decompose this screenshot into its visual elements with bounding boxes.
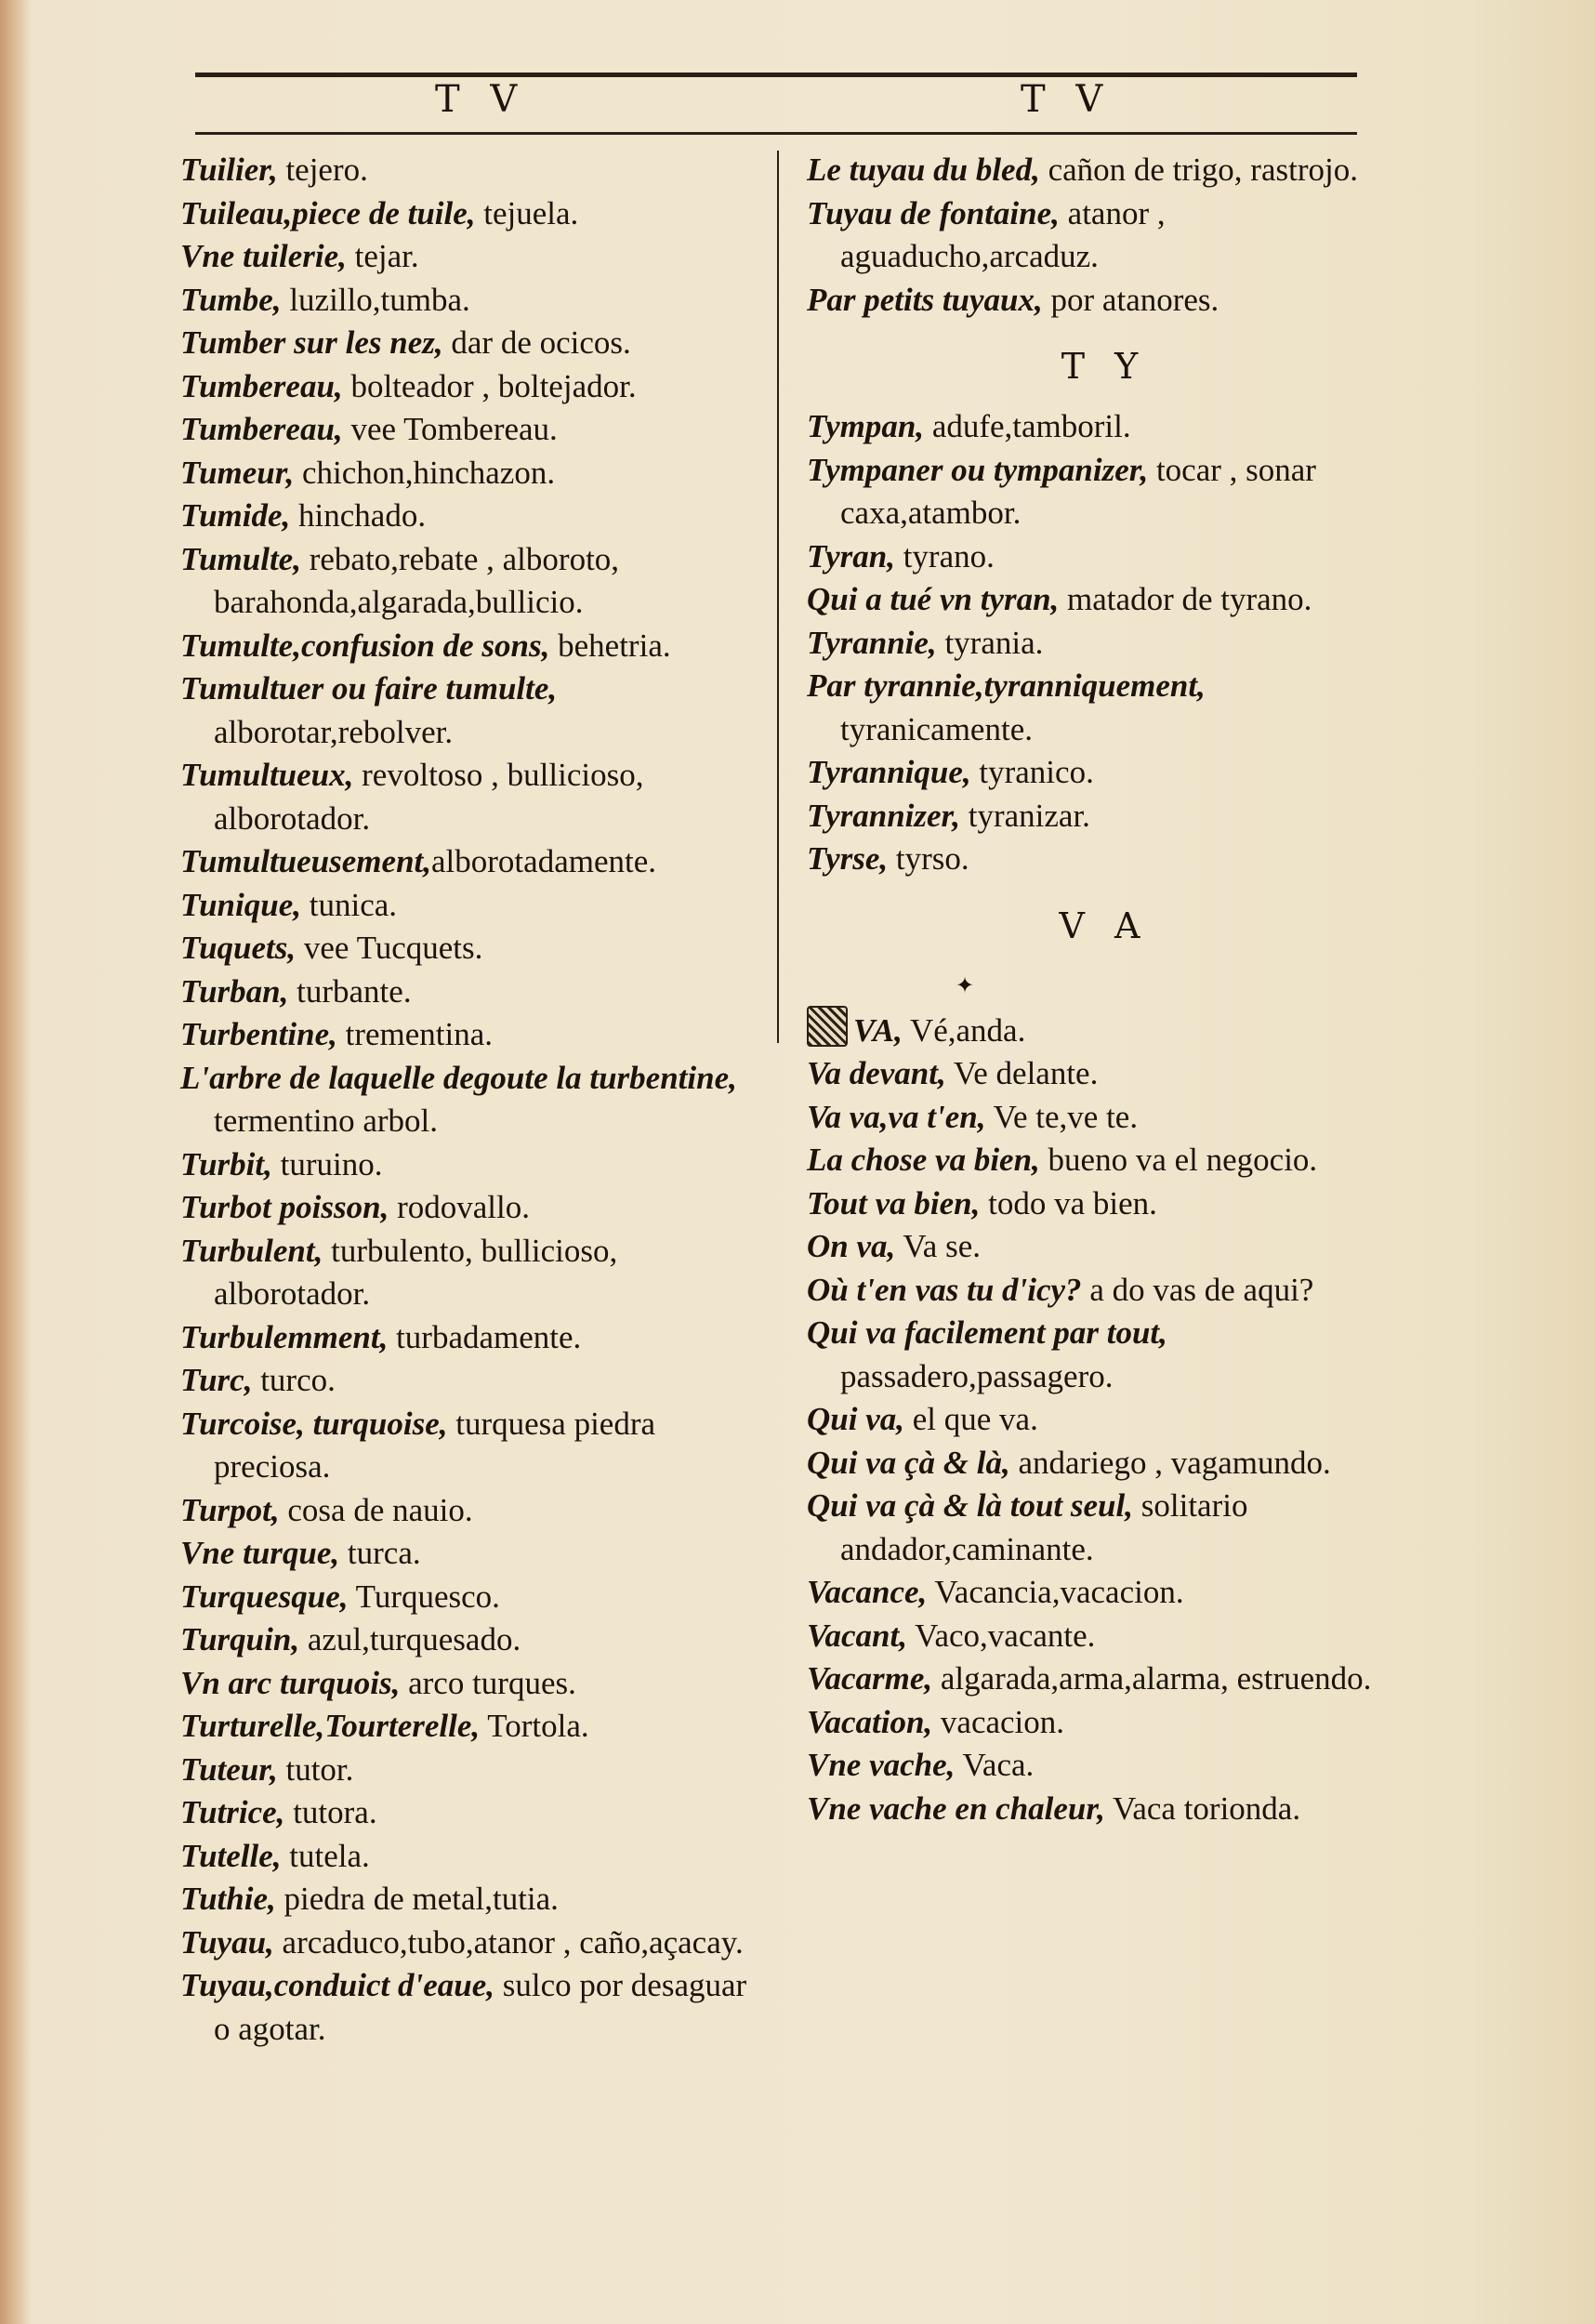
entry-headword: Tuthie, <box>180 1881 276 1917</box>
entry-translation: todo va bien. <box>980 1184 1157 1221</box>
entry-translation: atanor , aguaducho,arcaduz. <box>840 194 1166 274</box>
dictionary-entry <box>807 1139 1402 1182</box>
dictionary-entry <box>180 1921 766 1965</box>
dictionary-entry <box>807 1398 1402 1442</box>
entry-headword: Qui a tué vn tyran, <box>807 581 1060 617</box>
entry-translation: Ve te,ve te. <box>985 1098 1139 1135</box>
entry-translation: vee Tucquets. <box>296 930 483 966</box>
entry-translation: sulco por desaguar o agotar. <box>214 1967 747 2047</box>
entry-translation: tutora. <box>284 1794 377 1830</box>
dictionary-entry <box>807 1006 1402 1053</box>
dictionary-entry <box>180 1878 766 1921</box>
entry-translation: tyrano. <box>894 537 995 574</box>
entry-headword: Turturelle,Tourterelle, <box>180 1708 481 1744</box>
left-column <box>180 149 766 2051</box>
entry-headword: Turbentine, <box>180 1016 337 1052</box>
dictionary-entry <box>180 1057 766 1143</box>
entry-translation: turbante. <box>288 972 412 1010</box>
entry-translation: vee Tombereau. <box>342 411 558 447</box>
dictionary-entries-va <box>807 1006 1402 1831</box>
dictionary-entry <box>180 625 766 668</box>
entry-translation: a do vas de aqui? <box>1081 1271 1314 1308</box>
dictionary-entry <box>807 1225 1402 1269</box>
entry-translation: tocar , sonar caxa,atambor. <box>840 451 1316 531</box>
entry-headword: Vn arc turquois, <box>180 1664 401 1701</box>
entry-headword: Tyrannizer, <box>807 797 960 834</box>
dictionary-entry <box>180 365 766 409</box>
entry-headword: Tumbereau, <box>180 367 343 404</box>
entry-translation: luzillo,tumba. <box>281 281 470 318</box>
entry-translation: tyrso. <box>888 840 969 877</box>
entry-headword: Où t'en vas tu d'icy? <box>807 1271 1082 1308</box>
entry-translation: azul,turquesado. <box>299 1621 521 1657</box>
dictionary-entry <box>180 1489 766 1533</box>
entry-translation: trementina. <box>336 1016 494 1052</box>
entry-headword: Turpot, <box>180 1491 280 1528</box>
dictionary-entry <box>180 1532 766 1576</box>
entry-translation: andariego , vagamundo. <box>1009 1444 1331 1481</box>
entry-headword: VA, <box>853 1011 903 1049</box>
dictionary-entry <box>180 1964 766 2051</box>
dictionary-entry <box>180 1576 766 1619</box>
dictionary-entry <box>180 452 766 495</box>
entry-headword: Tuyau,conduict d'eaue, <box>180 1967 495 2003</box>
entry-headword: La chose va bien, <box>807 1142 1040 1178</box>
entry-headword: Turquesque, <box>180 1578 349 1615</box>
entry-headword: Vne vache en chaleur, <box>807 1789 1105 1827</box>
dictionary-entry <box>180 495 766 538</box>
entry-headword: Tumulte,confusion de sons, <box>180 627 550 664</box>
dictionary-entry <box>180 667 766 754</box>
entry-headword: Tyrannie, <box>807 624 937 661</box>
entry-translation: tyranizar. <box>960 797 1090 834</box>
dictionary-entry <box>807 1788 1402 1831</box>
dictionary-entry <box>807 1485 1402 1571</box>
dictionary-entry <box>807 665 1402 751</box>
entry-translation: tejar. <box>346 238 419 274</box>
dictionary-entry <box>807 1442 1402 1486</box>
dictionary-entry <box>180 1143 766 1187</box>
entry-headword: Tuileau,piece de tuile, <box>180 194 476 231</box>
entry-translation: termentino arbol. <box>214 1103 439 1139</box>
entry-translation: por atanores. <box>1042 281 1219 318</box>
entry-translation: vacacion. <box>932 1703 1065 1740</box>
ornament-mark-icon: ✦ <box>956 971 975 998</box>
right-column <box>807 149 1402 1830</box>
dictionary-entry <box>807 1096 1402 1140</box>
entry-headword: Qui va çà & là tout seul, <box>807 1487 1133 1524</box>
entry-translation: dar de ocicos. <box>442 324 631 361</box>
entry-headword: Tout va bien, <box>807 1184 981 1221</box>
entry-translation: bolteador , boltejador. <box>342 367 637 404</box>
dictionary-entry <box>180 322 766 365</box>
entry-headword: Tyrannique, <box>807 754 971 790</box>
entry-translation: arcaduco,tubo,atanor , caño,açacay. <box>273 1923 744 1961</box>
entry-headword: Turbulemment, <box>180 1318 389 1355</box>
dictionary-entry <box>807 449 1402 535</box>
entry-translation: tejero. <box>277 152 368 188</box>
dictionary-entry <box>807 279 1402 323</box>
entry-translation: tunica. <box>301 886 398 923</box>
dictionary-entry <box>180 1186 766 1230</box>
entry-headword: Tympan, <box>807 408 925 444</box>
dictionary-entry <box>180 1403 766 1489</box>
dictionary-entry <box>180 840 766 884</box>
entry-headword: Tumultueusement, <box>180 843 432 879</box>
entry-translation: tutor. <box>277 1750 354 1788</box>
dictionary-entries-ty <box>807 405 1402 881</box>
entry-translation: adufe,tamboril. <box>924 408 1131 444</box>
running-head-right: T V <box>1021 78 1113 121</box>
entry-headword: Tumulte, <box>180 540 301 577</box>
entry-translation: algarada,arma,alarma, estruendo. <box>932 1660 1372 1697</box>
entry-headword: Va va,va t'en, <box>807 1098 986 1135</box>
entry-headword: Vacance, <box>807 1574 928 1610</box>
entry-headword: L'arbre de laquelle degoute la turbentine, <box>180 1059 737 1096</box>
entry-headword: Tuquets, <box>180 930 297 966</box>
entry-translation: Tortola. <box>480 1708 589 1744</box>
dictionary-entry <box>180 408 766 452</box>
running-head-left: T V <box>435 78 527 121</box>
dictionary-entry <box>180 1618 766 1662</box>
dictionary-entry <box>180 884 766 928</box>
entry-headword: Tunique, <box>180 886 301 923</box>
entry-translation: piedra de metal,tutia. <box>275 1881 559 1917</box>
entry-headword: Tyran, <box>807 537 895 574</box>
entry-translation: behetria. <box>549 627 671 664</box>
dictionary-entries-left <box>180 149 766 2051</box>
entry-headword: Tympaner ou tympanizer, <box>807 451 1149 488</box>
entry-headword: Qui va facilement par tout, <box>807 1314 1167 1351</box>
dictionary-entry <box>180 971 766 1014</box>
section-heading-ty: T Y <box>1061 346 1148 387</box>
entry-translation: el que va. <box>904 1401 1038 1437</box>
dictionary-entry <box>180 538 766 625</box>
dictionary-entry <box>180 192 766 236</box>
entry-translation: passadero,passagero. <box>840 1357 1114 1394</box>
dictionary-entry <box>807 1312 1402 1398</box>
dictionary-entry <box>180 235 766 279</box>
entry-translation: tyrania. <box>936 624 1044 661</box>
dictionary-entry <box>180 1791 766 1835</box>
entry-translation: tyranico. <box>970 754 1094 790</box>
entry-headword: Tutelle, <box>180 1837 282 1874</box>
entry-translation: cañon de trigo, rastrojo. <box>1039 152 1358 188</box>
entry-headword: Par petits tuyaux, <box>807 281 1043 318</box>
entry-translation: turbadamente. <box>388 1318 582 1355</box>
header-rule-bottom <box>195 132 1357 135</box>
entry-translation: Vaca torionda. <box>1104 1789 1301 1827</box>
entry-headword: Tyrse, <box>807 840 889 877</box>
dictionary-entry <box>807 1744 1402 1788</box>
entry-headword: Va devant, <box>807 1055 946 1091</box>
entry-translation: alborotar,rebolver. <box>214 713 454 750</box>
dictionary-entry <box>180 1835 766 1879</box>
entry-headword: Vne turque, <box>180 1535 340 1571</box>
dictionary-entry <box>807 578 1402 622</box>
entry-headword: Vacation, <box>807 1703 933 1740</box>
entry-headword: Turcoise, turquoise, <box>180 1405 448 1442</box>
entry-headword: Turbit, <box>180 1145 272 1182</box>
dictionary-entry <box>180 1705 766 1749</box>
dictionary-entry <box>807 751 1402 795</box>
entry-translation: turco. <box>252 1362 336 1398</box>
dictionary-entry <box>180 1662 766 1706</box>
entry-headword: Vne tuilerie, <box>180 238 347 274</box>
entry-headword: Vne vache, <box>807 1747 956 1783</box>
entry-headword: Vacarme, <box>807 1660 933 1697</box>
dictionary-entry <box>807 1701 1402 1745</box>
entry-translation: turquesa piedra preciosa. <box>214 1405 656 1485</box>
entry-headword: Turc, <box>180 1362 253 1398</box>
entry-headword: Tuilier, <box>180 152 278 188</box>
column-divider <box>777 151 779 1043</box>
dictionary-entry <box>807 1052 1402 1096</box>
entry-translation: bueno va el negocio. <box>1039 1142 1318 1178</box>
entry-translation: Vaca. <box>955 1747 1035 1783</box>
entry-headword: Qui va çà & là, <box>807 1444 1010 1481</box>
entry-headword: Le tuyau du bled, <box>807 152 1040 188</box>
dictionary-entry <box>180 1359 766 1403</box>
dictionary-entry <box>180 1316 766 1360</box>
entry-headword: On va, <box>807 1228 896 1264</box>
dictionary-entry <box>807 1615 1402 1658</box>
entry-translation: cosa de nauio. <box>279 1491 473 1528</box>
entry-headword: Turquin, <box>180 1621 300 1657</box>
entry-headword: Tuteur, <box>180 1750 278 1788</box>
entry-translation: matador de tyrano. <box>1059 581 1312 617</box>
dictionary-entry <box>180 149 766 192</box>
dictionary-entry <box>180 1230 766 1316</box>
dictionary-entry <box>807 1182 1402 1226</box>
entry-headword: Turbot poisson, <box>180 1189 389 1225</box>
section-heading-va: V A <box>1059 905 1150 946</box>
dictionary-entries-tv <box>807 149 1402 322</box>
entry-translation: revoltoso , bullicioso, alborotador. <box>214 757 644 837</box>
entry-translation: Turquesco. <box>348 1578 500 1615</box>
dictionary-entry <box>807 1657 1402 1701</box>
entry-translation: solitario andador,caminante. <box>840 1487 1248 1567</box>
dictionary-entry <box>180 279 766 323</box>
entry-translation: turca. <box>339 1535 421 1571</box>
entry-headword: Turban, <box>180 972 289 1010</box>
entry-headword: Qui va, <box>807 1401 904 1437</box>
dictionary-entry <box>180 754 766 840</box>
dictionary-entry <box>807 192 1402 279</box>
entry-translation: Ve delante. <box>945 1055 1099 1091</box>
decorated-initial-icon <box>807 1006 848 1047</box>
dictionary-entry <box>180 927 766 971</box>
entry-translation: Vaco,vacante. <box>906 1617 1096 1654</box>
dictionary-entry <box>180 1013 766 1057</box>
entry-headword: Tuyau, <box>180 1923 274 1961</box>
entry-headword: Tumide, <box>180 497 291 534</box>
entry-headword: Tuyau de fontaine, <box>807 194 1060 231</box>
entry-translation: rodovallo. <box>389 1189 530 1225</box>
entry-translation: Vacancia,vacacion. <box>927 1574 1184 1610</box>
dictionary-entry <box>807 1571 1402 1615</box>
entry-headword: Par tyrannie,tyranniquement, <box>807 667 1206 704</box>
entry-translation: tyranicamente. <box>840 710 1033 747</box>
entry-headword: Tumbereau, <box>180 411 343 447</box>
entry-translation: Va se. <box>895 1228 981 1264</box>
dictionary-entry <box>807 795 1402 838</box>
entry-translation: rebato,rebate , alboroto, barahonda,algarada,bullicio. <box>214 540 620 620</box>
entry-headword: Turbulent, <box>180 1232 323 1269</box>
entry-translation: chichon,hinchazon. <box>294 454 556 491</box>
entry-headword: Tutrice, <box>180 1794 285 1830</box>
entry-translation: turuino. <box>271 1145 383 1182</box>
dictionary-entry <box>807 535 1402 579</box>
entry-headword: Tumeur, <box>180 454 295 491</box>
entry-headword: Tumultuer ou faire tumulte, <box>180 670 558 706</box>
dictionary-entry <box>807 838 1402 881</box>
entry-translation: tejuela. <box>475 194 579 231</box>
entry-headword: Tumber sur les nez, <box>180 324 443 361</box>
dictionary-entry <box>807 149 1402 192</box>
entry-headword: Tumbe, <box>180 281 282 318</box>
entry-translation: turbulento, bullicioso, alborotador. <box>214 1232 618 1312</box>
dictionary-entry <box>807 405 1402 449</box>
dictionary-entry <box>807 1269 1402 1313</box>
entry-translation: tutela. <box>281 1837 370 1874</box>
entry-translation: alborotadamente. <box>431 843 656 879</box>
header-rule-top <box>195 73 1357 77</box>
entry-headword: Vacant, <box>807 1617 907 1654</box>
entry-headword: Tumultueux, <box>180 757 354 793</box>
entry-translation: Vé,anda. <box>902 1011 1026 1049</box>
entry-translation: hinchado. <box>290 497 427 534</box>
dictionary-entry <box>807 622 1402 666</box>
entry-translation: arco turques. <box>400 1664 576 1701</box>
dictionary-entry <box>180 1749 766 1792</box>
